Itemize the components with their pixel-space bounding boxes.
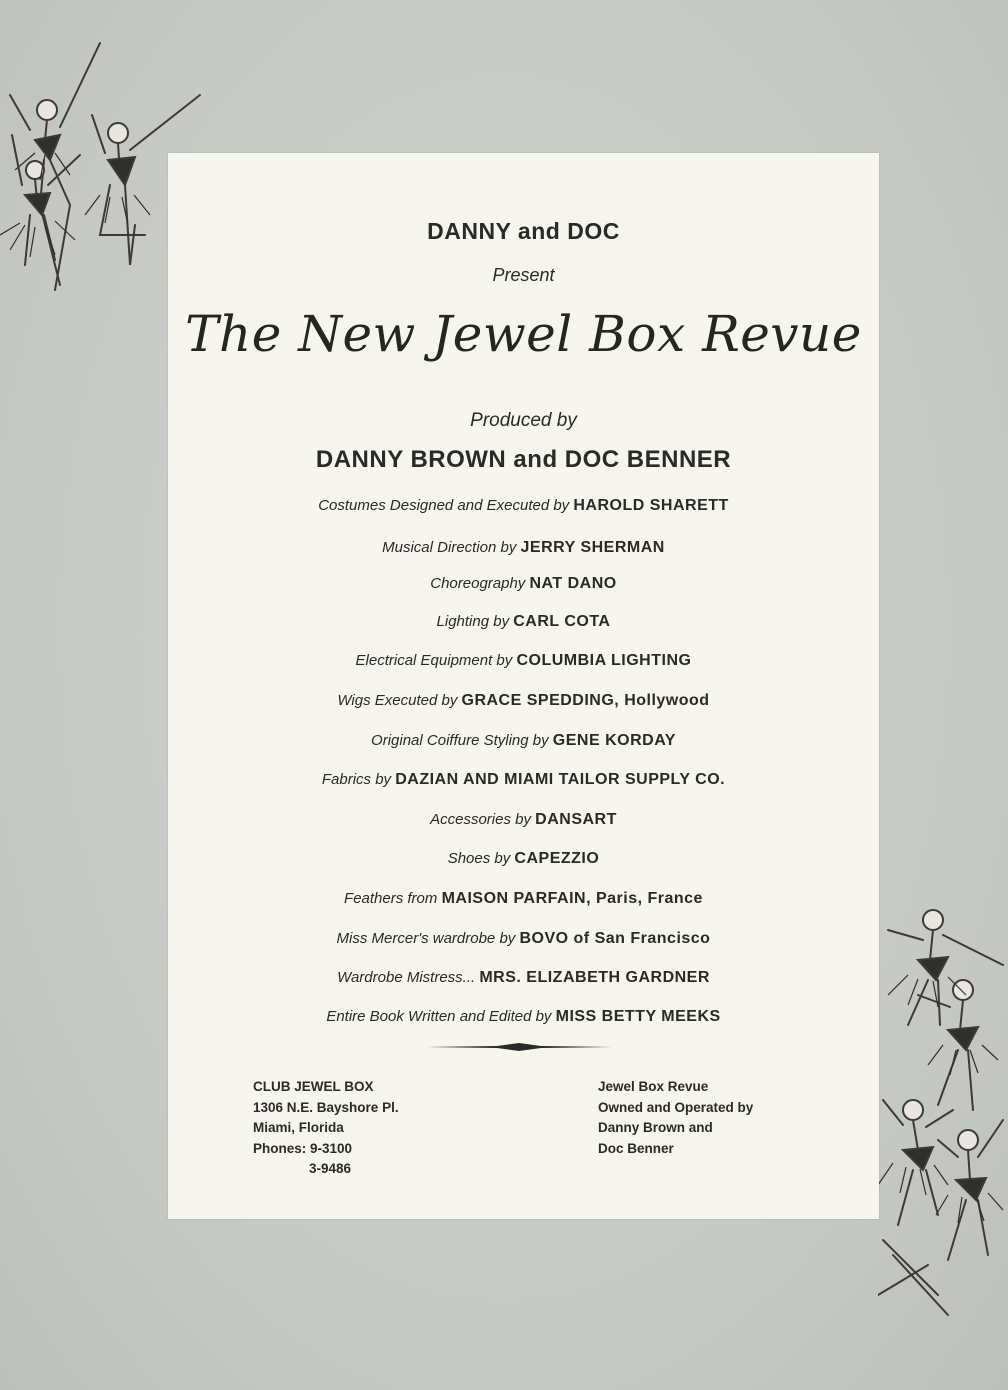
credit-role: Feathers from [344, 890, 438, 907]
credit-line [168, 575, 879, 593]
credit-name: NAT DANO [529, 575, 617, 592]
credit-line [168, 497, 879, 515]
ornamental-divider [427, 1043, 612, 1051]
credit-line [168, 771, 879, 789]
dancers-illustration-bottom-right [878, 895, 1008, 1325]
credit-role: Wigs Executed by [337, 692, 458, 709]
ownership-line: Jewel Box Revue [598, 1079, 709, 1094]
present-label: Present [492, 265, 555, 285]
credit-role: Lighting by [436, 613, 510, 630]
credit-line [168, 692, 879, 710]
presenters-heading: DANNY and DOC [427, 218, 620, 244]
credit-line [168, 850, 879, 868]
credit-name: DANSART [535, 811, 617, 828]
ownership-line: Danny Brown and [598, 1120, 713, 1135]
producers-heading: DANNY BROWN and DOC BENNER [315, 446, 732, 473]
credit-role: Original Coiffure Styling by [371, 732, 549, 749]
credit-line [168, 890, 879, 908]
credit-line [168, 969, 879, 987]
credit-role: Miss Mercer's wardrobe by [336, 930, 516, 947]
credit-name: GRACE SPEDDING, Hollywood [461, 692, 710, 709]
credit-name: MRS. ELIZABETH GARDNER [479, 969, 710, 986]
credit-line [168, 652, 879, 670]
credit-name: CARL COTA [513, 613, 611, 630]
credit-name: COLUMBIA LIGHTING [516, 652, 692, 669]
club-city: Miami, Florida [253, 1120, 344, 1135]
credit-role: Choreography [430, 575, 526, 592]
credit-role: Accessories by [430, 811, 531, 828]
credit-name: GENE KORDAY [552, 732, 676, 749]
credit-name: JERRY SHERMAN [520, 539, 665, 556]
credit-name: MAISON PARFAIN, Paris, France [441, 890, 703, 907]
credit-role: Electrical Equipment by [355, 652, 513, 669]
ownership-line: Doc Benner [598, 1140, 674, 1156]
ownership-block [598, 1077, 753, 1159]
credit-line [168, 732, 879, 750]
credit-role: Entire Book Written and Edited by [326, 1008, 552, 1025]
credit-role: Fabrics by [321, 771, 392, 788]
club-address-block [253, 1077, 399, 1180]
credit-name: BOVO of San Francisco [519, 930, 711, 947]
club-phones: Phones: 9-3100 [253, 1140, 353, 1156]
club-street: 1306 N.E. Bayshore Pl. [253, 1099, 399, 1115]
credit-name: HAROLD SHARETT [573, 497, 729, 514]
credit-role: Musical Direction by [382, 539, 517, 556]
ownership-line: Owned and Operated by [598, 1099, 754, 1115]
credit-name: MISS BETTY MEEKS [555, 1008, 721, 1025]
credit-name: DAZIAN AND MIAMI TAILOR SUPPLY CO. [395, 771, 726, 788]
credit-line [168, 613, 879, 631]
credit-line [168, 811, 879, 829]
show-title: The New Jewel Box Revue [185, 305, 862, 363]
credit-line [168, 930, 879, 948]
club-phone-2: 3-9486 [309, 1161, 352, 1176]
credit-role: Shoes by [447, 850, 511, 867]
club-name: CLUB JEWEL BOX [253, 1079, 374, 1094]
credit-name: CAPEZZIO [514, 850, 600, 867]
produced-by-label: Produced by [470, 410, 577, 431]
credit-line [168, 1008, 879, 1026]
credit-line [168, 539, 879, 557]
credit-role: Wardrobe Mistress... [337, 969, 476, 986]
credit-role: Costumes Designed and Executed by [318, 497, 570, 514]
